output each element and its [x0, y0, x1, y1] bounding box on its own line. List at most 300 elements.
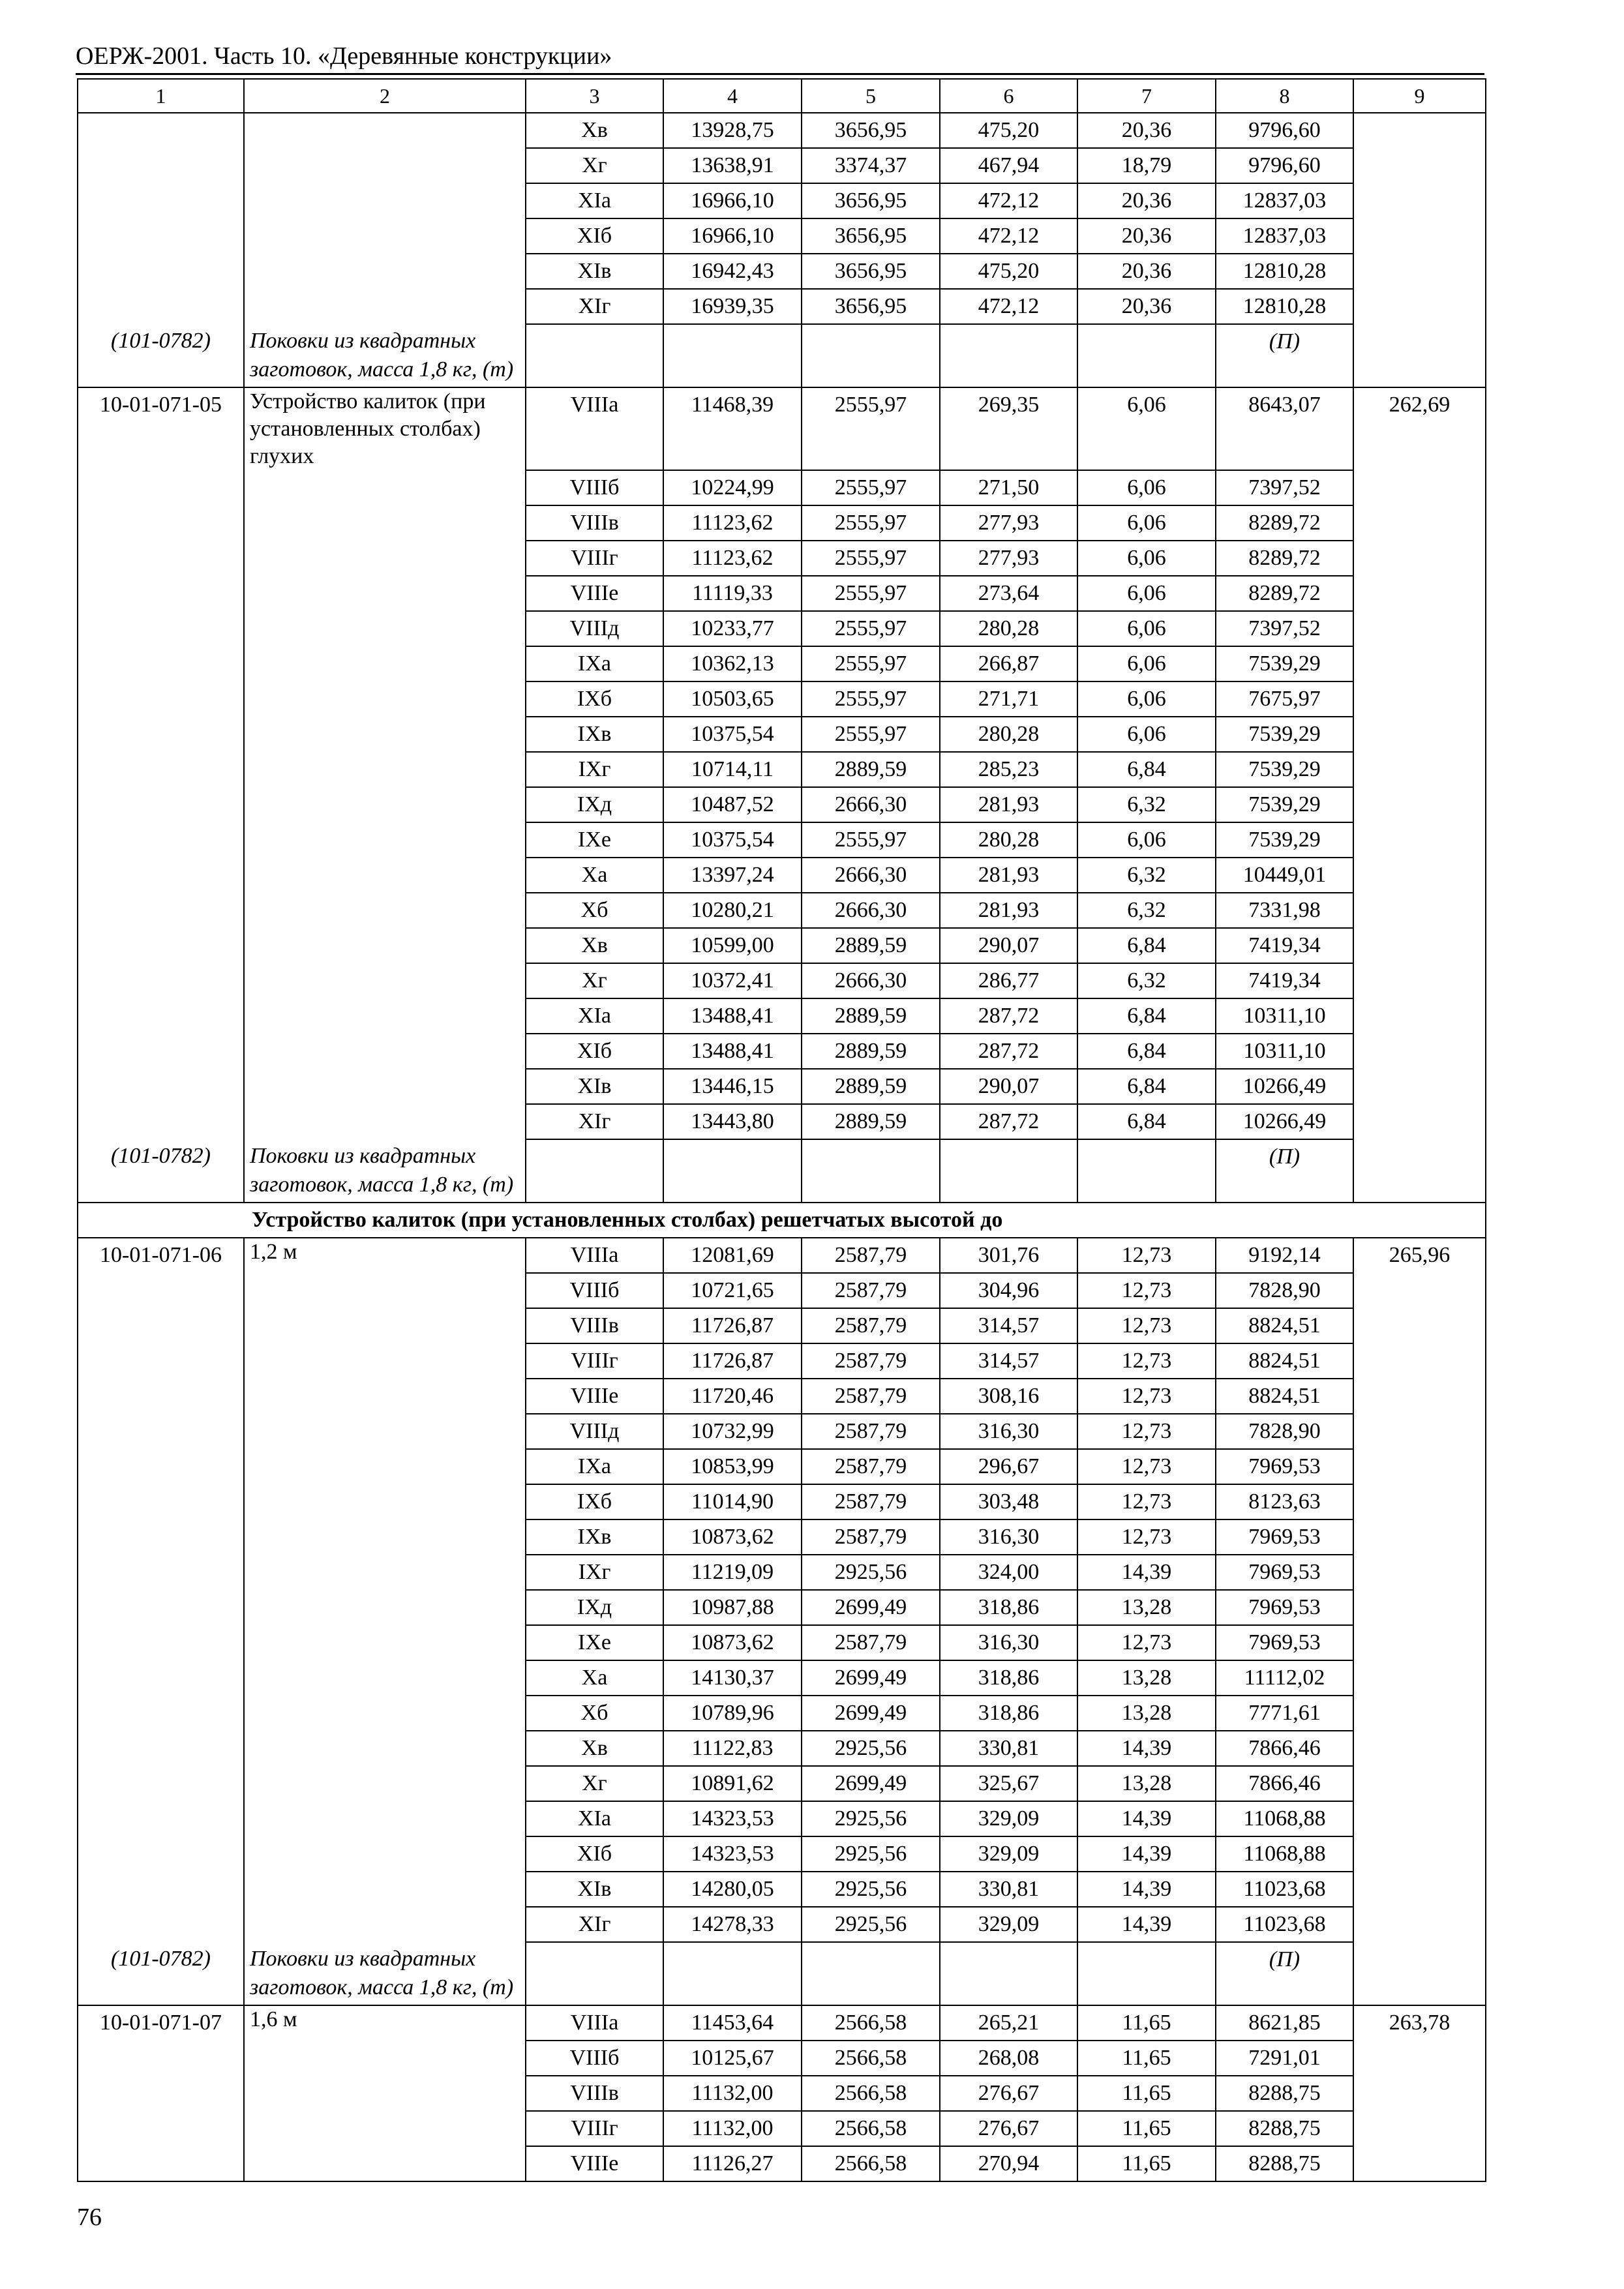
value-cell: 10375,54 [663, 822, 802, 858]
rate-code-cell [78, 1069, 244, 1104]
table-row [78, 183, 1486, 218]
value-cell: 2587,79 [802, 1273, 940, 1308]
rate-col9-cell [1353, 576, 1486, 611]
value-cell: 8621,85 [1216, 2005, 1353, 2041]
rate-col9-cell [1353, 1343, 1486, 1379]
value-cell: VIIIг [526, 541, 663, 576]
value-cell: 11068,88 [1216, 1836, 1353, 1872]
value-cell: 6,06 [1077, 505, 1216, 541]
rate-description-cell [244, 1449, 526, 1484]
note-text: Поковки из квадратных заготовок, масса 1,8 кг, (т) [244, 1942, 526, 2005]
value-cell: 14,39 [1077, 1872, 1216, 1907]
rate-code-cell [78, 681, 244, 717]
value-cell: XIа [526, 1801, 663, 1836]
column-number: 4 [663, 79, 802, 113]
rate-code-cell [78, 1801, 244, 1836]
rate-code-cell [78, 183, 244, 218]
table-row [78, 822, 1486, 858]
value-cell: VIIIд [526, 1414, 663, 1449]
column-number: 8 [1216, 79, 1353, 113]
value-cell: XIг [526, 289, 663, 324]
rate-code-cell [78, 928, 244, 963]
value-cell: 6,84 [1077, 1104, 1216, 1139]
value-cell: 13,28 [1077, 1660, 1216, 1696]
rates-table [77, 78, 1486, 2182]
value-cell: 8824,51 [1216, 1308, 1353, 1343]
rate-col9-cell [1353, 1660, 1486, 1696]
rate-code-cell [78, 1590, 244, 1625]
column-number: 9 [1353, 79, 1486, 113]
table-row [78, 113, 1486, 148]
rate-col9-cell [1353, 1414, 1486, 1449]
value-cell: Хг [526, 1766, 663, 1801]
value-cell: 13488,41 [663, 998, 802, 1034]
value-cell: 296,67 [940, 1449, 1077, 1484]
value-cell: 11720,46 [663, 1379, 802, 1414]
value-cell: 2555,97 [802, 717, 940, 752]
value-cell: 11132,00 [663, 2111, 802, 2146]
rate-col9-cell [1353, 1872, 1486, 1907]
value-cell: 8824,51 [1216, 1379, 1353, 1414]
rate-col9-cell [1353, 822, 1486, 858]
rate-col9-cell [1353, 787, 1486, 822]
value-cell: 10721,65 [663, 1273, 802, 1308]
value-cell: 7828,90 [1216, 1414, 1353, 1449]
table-row [78, 928, 1486, 963]
value-cell: 10233,77 [663, 611, 802, 646]
value-cell: 14323,53 [663, 1836, 802, 1872]
note-empty-cell [526, 324, 663, 387]
value-cell: 2889,59 [802, 1069, 940, 1104]
rate-code-cell: 10-01-071-06 [78, 1238, 244, 1273]
value-cell: 318,86 [940, 1696, 1077, 1731]
value-cell: 16966,10 [663, 218, 802, 254]
value-cell: 2925,56 [802, 1872, 940, 1907]
value-cell: 11,65 [1077, 2076, 1216, 2111]
value-cell: VIIIб [526, 2041, 663, 2076]
rate-code-cell [78, 822, 244, 858]
header-rule [76, 73, 1484, 75]
value-cell: 273,64 [940, 576, 1077, 611]
value-cell: VIIIе [526, 576, 663, 611]
value-cell: 10873,62 [663, 1625, 802, 1660]
value-cell: 6,84 [1077, 928, 1216, 963]
value-cell: 7539,29 [1216, 787, 1353, 822]
value-cell: 7866,46 [1216, 1731, 1353, 1766]
rate-code-cell [78, 646, 244, 681]
column-number: 2 [244, 79, 526, 113]
table-row [78, 1484, 1486, 1519]
value-cell: 2889,59 [802, 752, 940, 787]
rate-description-cell [244, 1590, 526, 1625]
rate-code-cell [78, 148, 244, 183]
rate-description-cell [244, 611, 526, 646]
value-cell: 271,50 [940, 470, 1077, 505]
value-cell: 475,20 [940, 113, 1077, 148]
rate-description-cell [244, 858, 526, 893]
value-cell: VIIIг [526, 1343, 663, 1379]
value-cell: 8289,72 [1216, 505, 1353, 541]
rate-code-cell [78, 1731, 244, 1766]
value-cell: 2555,97 [802, 822, 940, 858]
value-cell: 2925,56 [802, 1731, 940, 1766]
rate-code-cell [78, 1273, 244, 1308]
value-cell: 10732,99 [663, 1414, 802, 1449]
value-cell: 330,81 [940, 1872, 1077, 1907]
value-cell: 8288,75 [1216, 2111, 1353, 2146]
table-row [78, 1836, 1486, 1872]
value-cell: 11726,87 [663, 1343, 802, 1379]
value-cell: 10375,54 [663, 717, 802, 752]
table-row [78, 1907, 1486, 1942]
rate-code-cell [78, 1379, 244, 1414]
rate-col9-cell: 265,96 [1353, 1238, 1486, 1273]
table-row [78, 1590, 1486, 1625]
rate-description-cell [244, 893, 526, 928]
value-cell: 329,09 [940, 1907, 1077, 1942]
note-empty-cell [802, 1139, 940, 1203]
rate-col9-cell [1353, 505, 1486, 541]
value-cell: IXд [526, 787, 663, 822]
value-cell: 2699,49 [802, 1590, 940, 1625]
value-cell: 10891,62 [663, 1766, 802, 1801]
rate-code-cell: 10-01-071-05 [78, 387, 244, 470]
value-cell: VIIIб [526, 470, 663, 505]
rate-code-cell [78, 1308, 244, 1343]
value-cell: XIв [526, 254, 663, 289]
value-cell: 10503,65 [663, 681, 802, 717]
value-cell: Ха [526, 1660, 663, 1696]
table-row [78, 717, 1486, 752]
value-cell: 10873,62 [663, 1519, 802, 1555]
rate-col9-cell [1353, 2076, 1486, 2111]
value-cell: 12837,03 [1216, 218, 1353, 254]
value-cell: 316,30 [940, 1414, 1077, 1449]
value-cell: IXг [526, 752, 663, 787]
value-cell: 6,06 [1077, 387, 1216, 470]
rate-description-cell: Устройство калиток (при установленных столбах) глухих [244, 387, 526, 470]
value-cell: 11112,02 [1216, 1660, 1353, 1696]
value-cell: 7969,53 [1216, 1519, 1353, 1555]
rate-description-cell [244, 681, 526, 717]
value-cell: 8824,51 [1216, 1343, 1353, 1379]
value-cell: XIв [526, 1872, 663, 1907]
rate-code-cell [78, 1449, 244, 1484]
value-cell: 13,28 [1077, 1590, 1216, 1625]
value-cell: 11122,83 [663, 1731, 802, 1766]
value-cell: 2555,97 [802, 576, 940, 611]
note-col8: (П) [1216, 324, 1353, 387]
value-cell: 11126,27 [663, 2146, 802, 2181]
value-cell: 13638,91 [663, 148, 802, 183]
value-cell: 2555,97 [802, 541, 940, 576]
value-cell: 6,84 [1077, 1034, 1216, 1069]
value-cell: 10125,67 [663, 2041, 802, 2076]
value-cell: 10224,99 [663, 470, 802, 505]
value-cell: 10362,13 [663, 646, 802, 681]
rate-description-cell [244, 1273, 526, 1308]
value-cell: 12,73 [1077, 1273, 1216, 1308]
column-number: 6 [940, 79, 1077, 113]
value-cell: 14280,05 [663, 1872, 802, 1907]
table-row [78, 1766, 1486, 1801]
value-cell: IXа [526, 1449, 663, 1484]
value-cell: Хв [526, 1731, 663, 1766]
value-cell: VIIIе [526, 1379, 663, 1414]
rate-col9-cell [1353, 928, 1486, 963]
value-cell: 7419,34 [1216, 928, 1353, 963]
note-col9 [1353, 1139, 1486, 1203]
value-cell: 2925,56 [802, 1907, 940, 1942]
value-cell: 11119,33 [663, 576, 802, 611]
rate-description-cell [244, 218, 526, 254]
table-row [78, 1414, 1486, 1449]
value-cell: 8123,63 [1216, 1484, 1353, 1519]
table-row [78, 2041, 1486, 2076]
value-cell: 12837,03 [1216, 183, 1353, 218]
value-cell: IXа [526, 646, 663, 681]
value-cell: 2587,79 [802, 1308, 940, 1343]
rate-col9-cell [1353, 1308, 1486, 1343]
value-cell: 7539,29 [1216, 646, 1353, 681]
table-row [78, 541, 1486, 576]
section-title: Устройство калиток (при установленных столбах) решетчатых высотой до [78, 1203, 1486, 1238]
rate-code-cell [78, 2076, 244, 2111]
rate-description-cell [244, 289, 526, 324]
value-cell: 10449,01 [1216, 858, 1353, 893]
value-cell: 2666,30 [802, 787, 940, 822]
rate-col9-cell [1353, 148, 1486, 183]
rate-col9-cell [1353, 1801, 1486, 1836]
value-cell: XIа [526, 998, 663, 1034]
value-cell: 276,67 [940, 2076, 1077, 2111]
value-cell: 8289,72 [1216, 576, 1353, 611]
table-row [78, 2111, 1486, 2146]
table-row [78, 1343, 1486, 1379]
note-text: Поковки из квадратных заготовок, масса 1,8 кг, (т) [244, 324, 526, 387]
rate-description-cell [244, 541, 526, 576]
rate-description-cell [244, 576, 526, 611]
rate-col9-cell [1353, 183, 1486, 218]
value-cell: IXд [526, 1590, 663, 1625]
value-cell: 11123,62 [663, 505, 802, 541]
rate-col9-cell: 262,69 [1353, 387, 1486, 470]
table-row [78, 1872, 1486, 1907]
table-row [78, 681, 1486, 717]
table-row [78, 1238, 1486, 1273]
value-cell: VIIIа [526, 387, 663, 470]
value-cell: 2925,56 [802, 1801, 940, 1836]
value-cell: XIб [526, 1034, 663, 1069]
section-title-row [78, 1203, 1486, 1238]
value-cell: 13488,41 [663, 1034, 802, 1069]
value-cell: 12,73 [1077, 1238, 1216, 1273]
rate-description-cell [244, 646, 526, 681]
rate-description-cell [244, 822, 526, 858]
rate-code-cell [78, 858, 244, 893]
table-row [78, 1273, 1486, 1308]
value-cell: 6,06 [1077, 470, 1216, 505]
value-cell: 6,06 [1077, 646, 1216, 681]
value-cell: 20,36 [1077, 289, 1216, 324]
value-cell: 7331,98 [1216, 893, 1353, 928]
rate-code-cell [78, 289, 244, 324]
rate-col9-cell [1353, 1731, 1486, 1766]
table-row [78, 893, 1486, 928]
table-row [78, 1069, 1486, 1104]
rate-code-cell [78, 113, 244, 148]
value-cell: VIIIв [526, 2076, 663, 2111]
rate-code-cell [78, 254, 244, 289]
table-row [78, 1104, 1486, 1139]
value-cell: 12081,69 [663, 1238, 802, 1273]
value-cell: 2555,97 [802, 646, 940, 681]
value-cell: 7397,52 [1216, 611, 1353, 646]
value-cell: 2666,30 [802, 858, 940, 893]
value-cell: 324,00 [940, 1555, 1077, 1590]
value-cell: 16966,10 [663, 183, 802, 218]
value-cell: 329,09 [940, 1801, 1077, 1836]
value-cell: 7771,61 [1216, 1696, 1353, 1731]
rate-description-cell [244, 1660, 526, 1696]
value-cell: 2587,79 [802, 1519, 940, 1555]
value-cell: 3656,95 [802, 218, 940, 254]
value-cell: 20,36 [1077, 113, 1216, 148]
value-cell: 266,87 [940, 646, 1077, 681]
value-cell: 2666,30 [802, 893, 940, 928]
value-cell: 7675,97 [1216, 681, 1353, 717]
value-cell: 2587,79 [802, 1625, 940, 1660]
value-cell: 6,06 [1077, 576, 1216, 611]
value-cell: 13928,75 [663, 113, 802, 148]
value-cell: 6,32 [1077, 858, 1216, 893]
table-row [78, 289, 1486, 324]
value-cell: XIв [526, 1069, 663, 1104]
value-cell: 13397,24 [663, 858, 802, 893]
table-row [78, 576, 1486, 611]
value-cell: 318,86 [940, 1590, 1077, 1625]
value-cell: 20,36 [1077, 218, 1216, 254]
rate-description-cell [244, 1308, 526, 1343]
value-cell: Хв [526, 928, 663, 963]
table-row [78, 1379, 1486, 1414]
table-row [78, 646, 1486, 681]
value-cell: 286,77 [940, 963, 1077, 998]
value-cell: 2566,58 [802, 2111, 940, 2146]
value-cell: 314,57 [940, 1343, 1077, 1379]
rate-description-cell [244, 254, 526, 289]
table-row [78, 998, 1486, 1034]
value-cell: 316,30 [940, 1625, 1077, 1660]
rate-col9-cell [1353, 998, 1486, 1034]
rate-description-cell [244, 2146, 526, 2181]
value-cell: 281,93 [940, 787, 1077, 822]
value-cell: 2566,58 [802, 2146, 940, 2181]
value-cell: 9796,60 [1216, 148, 1353, 183]
value-cell: XIб [526, 1836, 663, 1872]
value-cell: IXг [526, 1555, 663, 1590]
value-cell: Ха [526, 858, 663, 893]
value-cell: 14323,53 [663, 1801, 802, 1836]
table-row [78, 470, 1486, 505]
table-row [78, 1555, 1486, 1590]
rate-code-cell [78, 576, 244, 611]
value-cell: 12,73 [1077, 1343, 1216, 1379]
value-cell: 280,28 [940, 717, 1077, 752]
rate-description-cell [244, 1343, 526, 1379]
rate-col9-cell [1353, 1519, 1486, 1555]
rate-col9-cell [1353, 1836, 1486, 1872]
value-cell: 20,36 [1077, 183, 1216, 218]
rate-description-cell [244, 1414, 526, 1449]
table-row [78, 611, 1486, 646]
value-cell: VIIIа [526, 1238, 663, 1273]
rate-col9-cell [1353, 218, 1486, 254]
value-cell: 11014,90 [663, 1484, 802, 1519]
value-cell: 9796,60 [1216, 113, 1353, 148]
rate-description-cell [244, 1379, 526, 1414]
rate-description-cell [244, 148, 526, 183]
value-cell: 6,06 [1077, 681, 1216, 717]
note-row [78, 1942, 1486, 2005]
value-cell: 6,84 [1077, 1069, 1216, 1104]
value-cell: 9192,14 [1216, 1238, 1353, 1273]
rate-description-cell [244, 1907, 526, 1942]
value-cell: 14,39 [1077, 1731, 1216, 1766]
rate-description-cell [244, 1836, 526, 1872]
rate-col9-cell [1353, 2041, 1486, 2076]
rate-description-cell [244, 1696, 526, 1731]
page-number: 76 [77, 2204, 102, 2231]
rate-description-cell [244, 963, 526, 998]
note-empty-cell [663, 324, 802, 387]
value-cell: 2555,97 [802, 387, 940, 470]
value-cell: 277,93 [940, 505, 1077, 541]
rate-description-cell [244, 113, 526, 148]
value-cell: 3656,95 [802, 113, 940, 148]
value-cell: Хв [526, 113, 663, 148]
value-cell: 8289,72 [1216, 541, 1353, 576]
column-number-row [78, 79, 1486, 113]
rate-col9-cell [1353, 646, 1486, 681]
rate-code-cell [78, 470, 244, 505]
value-cell: 10714,11 [663, 752, 802, 787]
value-cell: 330,81 [940, 1731, 1077, 1766]
value-cell: 12,73 [1077, 1308, 1216, 1343]
table-row [78, 1731, 1486, 1766]
note-col9 [1353, 324, 1486, 387]
value-cell: IXе [526, 1625, 663, 1660]
value-cell: 11123,62 [663, 541, 802, 576]
rate-col9-cell [1353, 2111, 1486, 2146]
rate-code-cell [78, 218, 244, 254]
rate-col9-cell [1353, 1069, 1486, 1104]
rate-description-cell [244, 1625, 526, 1660]
value-cell: 6,06 [1077, 541, 1216, 576]
column-number: 3 [526, 79, 663, 113]
value-cell: 16939,35 [663, 289, 802, 324]
rate-col9-cell [1353, 1273, 1486, 1308]
value-cell: 13443,80 [663, 1104, 802, 1139]
value-cell: 472,12 [940, 183, 1077, 218]
value-cell: 8288,75 [1216, 2076, 1353, 2111]
value-cell: 10280,21 [663, 893, 802, 928]
value-cell: Хг [526, 148, 663, 183]
value-cell: 329,09 [940, 1836, 1077, 1872]
value-cell: 285,23 [940, 752, 1077, 787]
value-cell: 2587,79 [802, 1449, 940, 1484]
rate-code-cell [78, 963, 244, 998]
